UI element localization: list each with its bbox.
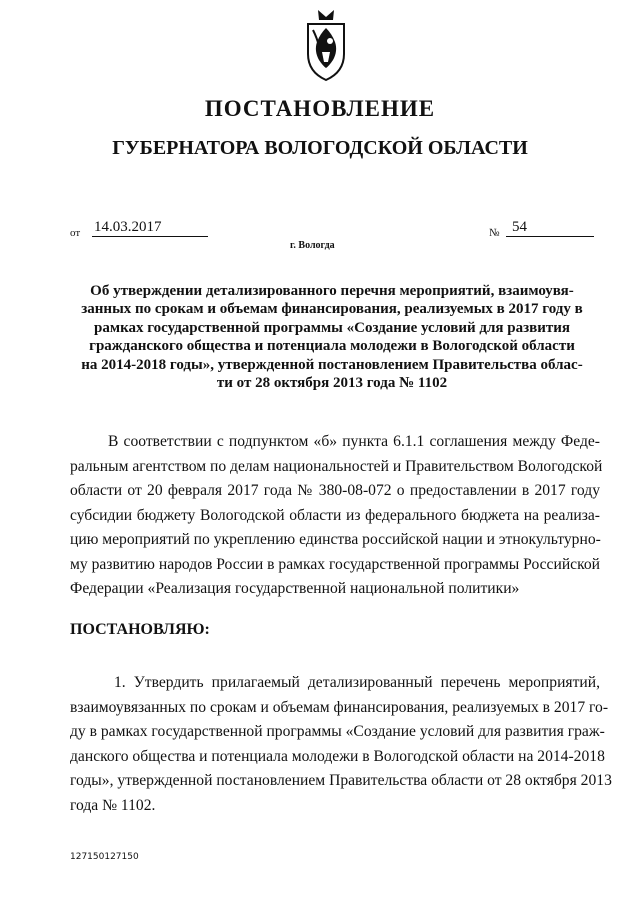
decree-word: ПОСТАНОВЛЯЮ:: [70, 621, 210, 638]
paragraph-line: му развитию народов России в рамках государственной программы Российской: [70, 555, 601, 573]
number-label: №: [489, 227, 500, 239]
paragraph-line: области от 20 февраля 2017 года № 380-08-072 о предоставлении в 2017 году: [70, 482, 600, 499]
document-subject: [60, 282, 604, 392]
item-1-paragraph: [70, 671, 612, 818]
paragraph-line: В соответствии с подпунктом «б» пункта 6.1.1 соглашения между Феде-: [108, 433, 600, 450]
date-value: 14.03.2017: [92, 218, 208, 237]
city-label: г. Вологда: [290, 240, 335, 251]
paragraph-line: ральным агентством по делам национальностей и Правительством Вологодской: [70, 457, 603, 475]
number-value: 54: [506, 218, 594, 237]
subject-line: Об утверждении детализированного перечня мероприятий, взаимоувя-: [90, 283, 574, 299]
subject-line: занных по срокам и объемам финансирования, реализуемых в 2017 году в: [81, 301, 583, 318]
subject-line: гражданского общества и потенциала молодежи в Вологодской области: [89, 338, 575, 355]
paragraph-line: 1. Утвердить прилагаемый детализированный перечень мероприятий,: [114, 674, 600, 691]
document-code: 127150127150: [70, 852, 139, 862]
date-label: от: [70, 227, 81, 239]
subject-line: рамках государственной программы «Создание условий для развития: [94, 319, 570, 336]
subject-line: ти от 28 октября 2013 года № 1102: [216, 375, 448, 392]
paragraph-line: Федерации «Реализация государственной национальной политики»: [70, 580, 520, 597]
paragraph-line: субсидии бюджету Вологодской области из федерального бюджета на реализа-: [70, 506, 600, 524]
paragraph-line: взаимоувязанных по срокам и объемам финансирования, реализуемых в 2017 го-: [70, 698, 609, 716]
preamble-paragraph: [70, 430, 603, 602]
document-issuer: ГУБЕРНАТОРА ВОЛОГОДСКОЙ ОБЛАСТИ: [112, 137, 528, 159]
paragraph-line: годы», утвержденной постановлением Правительства области от 28 октября 2013: [70, 772, 612, 789]
paragraph-line: данского общества и потенциала молодежи в Вологодской области на 2014-2018: [70, 747, 605, 765]
document-title: ПОСТАНОВЛЕНИЕ: [204, 96, 436, 121]
coat-of-arms-icon: [304, 8, 348, 82]
paragraph-line: года № 1102.: [70, 796, 156, 814]
paragraph-line: ду в рамках государственной программы «Создание условий для развития граж-: [70, 723, 605, 740]
paragraph-line: цию мероприятий по укреплению единства российской нации и этнокультурно-: [70, 531, 601, 548]
subject-line: на 2014-2018 годы», утвержденной постановлением Правительства облас-: [81, 356, 583, 373]
